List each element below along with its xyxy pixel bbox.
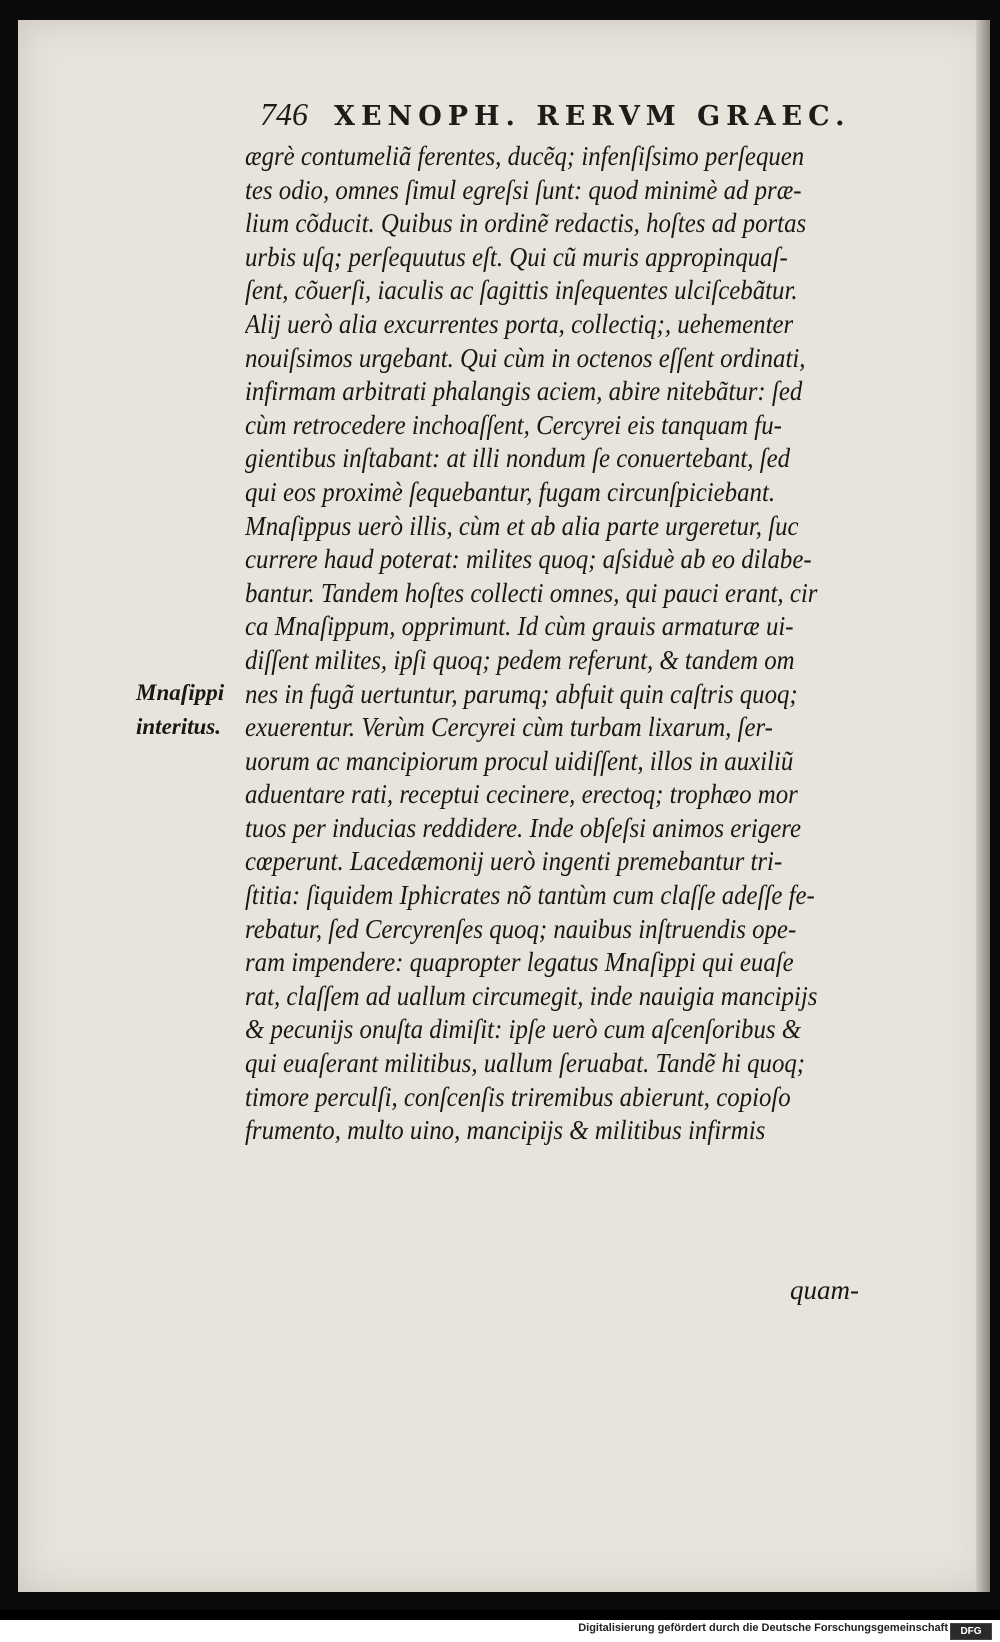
- text-line: lium cõducit. Quibus in ordinẽ redactis, hoſtes ad portas: [245, 208, 807, 239]
- text-line: bantur. Tandem hoſtes collecti omnes, qui pauci erant, cir: [245, 577, 818, 608]
- running-head: [260, 96, 880, 136]
- text-line: urbis uſq; perſequutus eſt. Qui cũ muris appropinquaſ-: [245, 241, 788, 272]
- footer-bar: [0, 1620, 1000, 1642]
- text-line: qui euaſerant militibus, uallum ſeruabat. Tandẽ hi quoq;: [245, 1048, 806, 1079]
- text-line: infirmam arbitrati phalangis aciem, abire nitebãtur: ſed: [245, 376, 803, 407]
- dfg-logo[interactable]: DFG: [950, 1623, 992, 1640]
- text-line: tes odio, omnes ſimul egreſsi ſunt: quod minimè ad præ-: [245, 174, 802, 205]
- text-line: Alij uerò alia excurrentes porta, collectiq;, uehementer: [245, 308, 794, 339]
- text-line: timore perculſi, conſcenſis triremibus abierunt, copioſo: [245, 1081, 791, 1112]
- text-line: ægrè contumeliã ferentes, ducẽq; infenſiſsimo perſequen: [245, 141, 805, 171]
- text-line: qui eos proximè ſequebantur, fugam circunſpiciebant.: [245, 476, 776, 507]
- text-line: cùm retrocedere inchoaſſent, Cercyrei eis tanquam fu-: [245, 409, 782, 440]
- text-line: tuos per inducias reddidere. Inde obſeſsi animos erigere: [245, 812, 802, 843]
- text-line: Mnaſippus uerò illis, cùm et ab alia parte urgeretur, ſuc: [245, 510, 799, 541]
- text-line: diſſent milites, ipſi quoq; pedem referunt, & tandem om: [245, 644, 795, 675]
- footer-credit: Digitalisierung gefördert durch die Deutsche Forschungsgemeinschaft: [578, 1622, 948, 1634]
- marginal-note: [136, 676, 246, 744]
- text-line: & pecunijs onuſta dimiſit: ipſe uerò cum aſcenſoribus &: [245, 1014, 802, 1045]
- body-text: [245, 140, 895, 1148]
- catchword: quam-: [790, 1275, 859, 1305]
- text-line: gientibus inſtabant: at illi nondum ſe conuertebant, ſed: [245, 443, 791, 474]
- text-line: exuerentur. Verùm Cercyrei cùm turbam lixarum, ſer-: [245, 712, 773, 743]
- text-line: ram impendere: quapropter legatus Mnaſippi qui euaſe: [245, 947, 794, 978]
- text-line: nes in fugã uertuntur, parumq; abfuit quin caſtris quoq;: [245, 678, 798, 709]
- text-line: frumento, multo uino, mancipijs & militibus infirmis: [245, 1115, 766, 1146]
- text-line: ſtitia: ſiquidem Iphicrates nõ tantùm cum claſſe adeſſe fe-: [245, 880, 815, 911]
- marginal-note-line: interitus.: [136, 714, 222, 739]
- text-line: nouiſsimos urgebant. Qui cùm in octenos eſſent ordinati,: [245, 342, 806, 373]
- page-number: 746: [260, 96, 308, 132]
- text-line: aduentare rati, receptui cecinere, erectoq; trophæo mor: [245, 779, 798, 810]
- text-line: rat, claſſem ad uallum circumegit, inde nauigia mancipijs: [245, 980, 818, 1011]
- running-title: XENOPH. RERVM GRAEC.: [334, 101, 851, 132]
- text-line: uorum ac mancipiorum procul uidiſſent, illos in auxiliũ: [245, 745, 794, 776]
- text-line: ſent, cõuerſi, iaculis ac ſagittis inſequentes ulciſcebãtur.: [245, 275, 798, 306]
- text-line: currere haud poterat: milites quoq; aſsiduè ab eo dilabe-: [245, 544, 812, 575]
- text-line: cœperunt. Lacedæmonij uerò ingenti premebantur tri-: [245, 846, 783, 877]
- text-line: ca Mnaſippum, opprimunt. Id cùm grauis armaturæ ui-: [245, 611, 794, 642]
- text-line: rebatur, ſed Cercyrenſes quoq; nauibus inſtruendis ope-: [245, 913, 797, 944]
- page-edge: [976, 20, 990, 1592]
- marginal-note-line: Mnaſippi: [136, 680, 225, 705]
